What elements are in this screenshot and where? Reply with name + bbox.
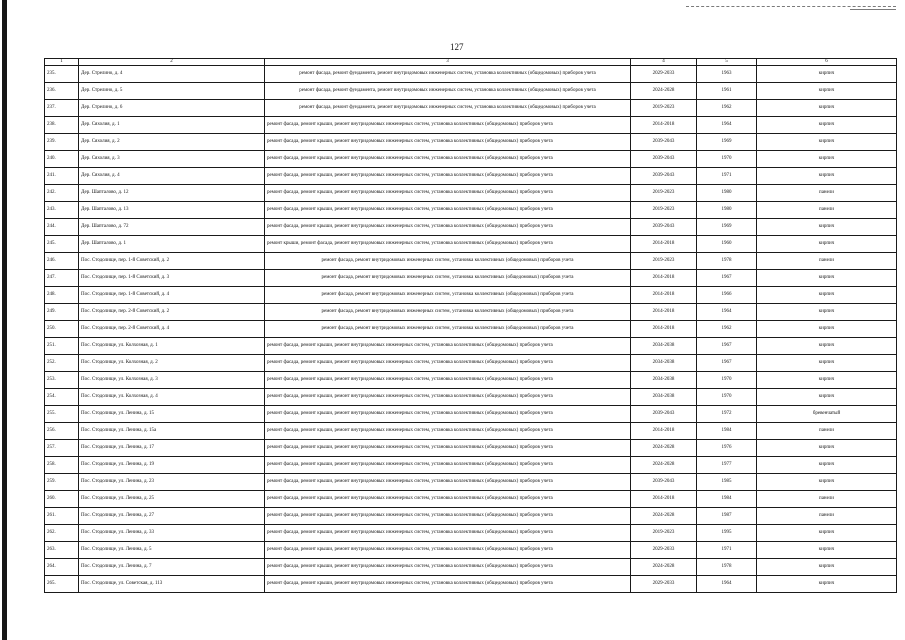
period-cell: 2019-2023 [631,184,697,201]
address-cell: Пос. Стодолище, ул. Колхозная, д. 2 [79,354,265,371]
material-cell: кирпич [757,235,897,252]
year-cell: 1980 [697,184,757,201]
works-cell: ремонт фасада, ремонт крыши, ремонт внутридомовых инженерных систем, установка коллективных (общедомовых) приборов учета [265,201,631,218]
year-cell: 1961 [697,82,757,99]
row-number-cell: 263. [45,541,79,558]
table-row [45,490,897,507]
period-cell: 2034-2038 [631,388,697,405]
table-row [45,439,897,456]
table-row [45,303,897,320]
material-cell: кирпич [757,371,897,388]
table-row [45,473,897,490]
works-cell: ремонт фасада, ремонт внутридомовых инженерных систем, установка коллективных (общедомовых) приборов учета [265,252,631,269]
table-row [45,184,897,201]
row-number-cell: 249. [45,303,79,320]
row-number-cell: 254. [45,388,79,405]
address-cell: Пос. Стодолище, ул. Ленина, д. 33 [79,524,265,541]
row-number-cell: 255. [45,405,79,422]
address-cell: Дер. Стрелино, д. 4 [79,65,265,82]
period-cell: 2014-2018 [631,269,697,286]
address-cell: Пос. Стодолище, ул. Ленина, д. 25 [79,490,265,507]
address-cell: Пос. Стодолище, ул. Колхозная, д. 3 [79,371,265,388]
period-cell: 2034-2038 [631,371,697,388]
address-cell: Дер. Сяхолия, д. 1 [79,116,265,133]
material-cell: кирпич [757,320,897,337]
works-cell: ремонт фасада, ремонт крыши, ремонт внутридомовых инженерных систем, установка коллективных (общедомовых) приборов учета [265,133,631,150]
address-cell: Пос. Стодолище, пер. 1-й Советский, д. 3 [79,269,265,286]
material-cell: панели [757,252,897,269]
address-cell: Пос. Стодолище, пер. 2-й Советский, д. 2 [79,303,265,320]
table-row [45,286,897,303]
material-cell: кирпич [757,82,897,99]
year-cell: 1980 [697,201,757,218]
row-number-cell: 264. [45,558,79,575]
period-cell: 2034-2038 [631,354,697,371]
works-cell: ремонт фасада, ремонт крыши, ремонт внутридомовых инженерных систем, установка коллективных (общедомовых) приборов учета [265,184,631,201]
material-cell: кирпич [757,65,897,82]
row-number-cell: 257. [45,439,79,456]
page-number: 127 [450,42,464,52]
works-cell: ремонт фасада, ремонт фундамента, ремонт внутридомовых инженерных систем, установка коллективных (общедомовых) приборов учета [265,65,631,82]
period-cell: 2024-2028 [631,439,697,456]
top-rule [686,6,896,7]
year-cell: 1978 [697,252,757,269]
page-edge-bar [2,0,7,640]
works-cell: ремонт фасада, ремонт крыши, ремонт внутридомовых инженерных систем, установка коллективных (общедомовых) приборов учета [265,507,631,524]
material-cell: кирпич [757,473,897,490]
header-cell: 3 [265,59,631,66]
material-cell: бревенчатый [757,405,897,422]
address-cell: Пос. Стодолище, ул. Ленина, д. 27 [79,507,265,524]
material-cell: кирпич [757,558,897,575]
header-cell: 5 [697,59,757,66]
address-cell: Дер. Шапталово, д. 13 [79,201,265,218]
table-row [45,269,897,286]
row-number-cell: 240. [45,150,79,167]
period-cell: 2019-2023 [631,201,697,218]
table-row [45,99,897,116]
row-number-cell: 245. [45,235,79,252]
works-cell: ремонт крыши, ремонт фасада, ремонт внутридомовых инженерных систем, установка коллективных (общедомовых) приборов учета [265,235,631,252]
row-number-cell: 237. [45,99,79,116]
period-cell: 2019-2023 [631,99,697,116]
year-cell: 1963 [697,65,757,82]
row-number-cell: 239. [45,133,79,150]
material-cell: кирпич [757,99,897,116]
works-cell: ремонт фасада, ремонт крыши, ремонт внутридомовых инженерных систем, установка коллективных (общедомовых) приборов учета [265,473,631,490]
material-cell: кирпич [757,303,897,320]
material-cell: кирпич [757,439,897,456]
address-cell: Дер. Сяхолия, д. 4 [79,167,265,184]
works-cell: ремонт фасада, ремонт внутридомовых инженерных систем, установка коллективных (общедомовых) приборов учета [265,269,631,286]
works-cell: ремонт фасада, ремонт крыши, ремонт внутридомовых инженерных систем, установка коллективных (общедомовых) приборов учета [265,337,631,354]
works-cell: ремонт фасада, ремонт крыши, ремонт внутридомовых инженерных систем, установка коллективных (общедомовых) приборов учета [265,558,631,575]
period-cell: 2039-2043 [631,473,697,490]
works-cell: ремонт фасада, ремонт крыши, ремонт внутридомовых инженерных систем, установка коллективных (общедомовых) приборов учета [265,371,631,388]
year-cell: 1976 [697,439,757,456]
address-cell: Пос. Стодолище, ул. Ленина, д. 17 [79,439,265,456]
material-cell: кирпич [757,269,897,286]
period-cell: 2014-2018 [631,116,697,133]
year-cell: 1987 [697,507,757,524]
header-cell: 6 [757,59,897,66]
period-cell: 2019-2023 [631,524,697,541]
works-cell: ремонт фасада, ремонт крыши, ремонт внутридомовых инженерных систем, установка коллективных (общедомовых) приборов учета [265,354,631,371]
row-number-cell: 246. [45,252,79,269]
period-cell: 2024-2028 [631,456,697,473]
address-cell: Пос. Стодолище, ул. Ленина, д. 15 [79,405,265,422]
year-cell: 1967 [697,269,757,286]
header-cell: 4 [631,59,697,66]
works-cell: ремонт фасада, ремонт крыши, ремонт внутридомовых инженерных систем, установка коллективных (общедомовых) приборов учета [265,150,631,167]
table-row [45,541,897,558]
year-cell: 1971 [697,167,757,184]
period-cell: 2039-2043 [631,133,697,150]
table-row [45,133,897,150]
period-cell: 2014-2018 [631,320,697,337]
table-row [45,558,897,575]
period-cell: 2029-2033 [631,541,697,558]
row-number-cell: 247. [45,269,79,286]
works-cell: ремонт фасада, ремонт крыши, ремонт внутридомовых инженерных систем, установка коллективных (общедомовых) приборов учета [265,388,631,405]
year-cell: 1964 [697,303,757,320]
year-cell: 1970 [697,150,757,167]
works-cell: ремонт фасада, ремонт крыши, ремонт внутридомовых инженерных систем, установка коллективных (общедомовых) приборов учета [265,575,631,592]
year-cell: 1964 [697,575,757,592]
period-cell: 2024-2028 [631,558,697,575]
period-cell: 2014-2018 [631,235,697,252]
material-cell: кирпич [757,167,897,184]
material-cell: кирпич [757,575,897,592]
address-cell: Пос. Стодолище, ул. Колхозная, д. 1 [79,337,265,354]
material-cell: кирпич [757,133,897,150]
row-number-cell: 262. [45,524,79,541]
works-cell: ремонт фасада, ремонт крыши, ремонт внутридомовых инженерных систем, установка коллективных (общедомовых) приборов учета [265,167,631,184]
material-cell: кирпич [757,524,897,541]
row-number-cell: 256. [45,422,79,439]
table-row [45,82,897,99]
works-cell: ремонт фасада, ремонт внутридомовых инженерных систем, установка коллективных (общедомовых) приборов учета [265,303,631,320]
table-row [45,116,897,133]
year-cell: 1978 [697,558,757,575]
works-cell: ремонт фасада, ремонт крыши, ремонт внутридомовых инженерных систем, установка коллективных (общедомовых) приборов учета [265,439,631,456]
table-row [45,201,897,218]
address-cell: Пос. Стодолище, ул. Ленина, д. 15а [79,422,265,439]
year-cell: 1967 [697,337,757,354]
works-cell: ремонт фасада, ремонт крыши, ремонт внутридомовых инженерных систем, установка коллективных (общедомовых) приборов учета [265,541,631,558]
period-cell: 2029-2033 [631,575,697,592]
table-row [45,167,897,184]
material-cell: панели [757,507,897,524]
year-cell: 1984 [697,490,757,507]
year-cell: 1985 [697,473,757,490]
period-cell: 2024-2028 [631,507,697,524]
material-cell: панели [757,201,897,218]
period-cell: 2019-2023 [631,252,697,269]
year-cell: 1962 [697,99,757,116]
year-cell: 1995 [697,524,757,541]
material-cell: панели [757,490,897,507]
address-cell: Дер. Стрелино, д. 5 [79,82,265,99]
row-number-cell: 242. [45,184,79,201]
address-cell: Пос. Стодолище, пер. 2-й Советский, д. 4 [79,320,265,337]
period-cell: 2014-2018 [631,490,697,507]
period-cell: 2039-2043 [631,167,697,184]
address-cell: Пос. Стодолище, ул. Ленина, д. 19 [79,456,265,473]
row-number-cell: 252. [45,354,79,371]
material-cell: кирпич [757,150,897,167]
address-cell: Пос. Стодолище, ул. Ленина, д. 7 [79,558,265,575]
works-cell: ремонт фасада, ремонт крыши, ремонт внутридомовых инженерных систем, установка коллективных (общедомовых) приборов учета [265,218,631,235]
table-row [45,65,897,82]
year-cell: 1969 [697,133,757,150]
period-cell: 2014-2018 [631,286,697,303]
table-row [45,218,897,235]
row-number-cell: 251. [45,337,79,354]
address-cell: Пос. Стодолище, ул. Советская, д. 113 [79,575,265,592]
period-cell: 2039-2043 [631,405,697,422]
row-number-cell: 259. [45,473,79,490]
table-row [45,320,897,337]
table-row [45,388,897,405]
row-number-cell: 260. [45,490,79,507]
row-number-cell: 265. [45,575,79,592]
material-cell: кирпич [757,218,897,235]
row-number-cell: 236. [45,82,79,99]
works-cell: ремонт фасада, ремонт крыши, ремонт внутридомовых инженерных систем, установка коллективных (общедомовых) приборов учета [265,490,631,507]
works-cell: ремонт фасада, ремонт фундамента, ремонт внутридомовых инженерных систем, установка коллективных (общедомовых) приборов учета [265,82,631,99]
year-cell: 1964 [697,116,757,133]
address-cell: Пос. Стодолище, пер. 1-й Советский, д. 2 [79,252,265,269]
material-cell: кирпич [757,354,897,371]
material-cell: кирпич [757,337,897,354]
table-row [45,150,897,167]
row-number-cell: 238. [45,116,79,133]
header-cell: 1 [45,59,79,66]
table-row [45,371,897,388]
row-number-cell: 258. [45,456,79,473]
material-cell: панели [757,422,897,439]
row-number-cell: 261. [45,507,79,524]
works-cell: ремонт фасада, ремонт внутридомовых инженерных систем, установка коллективных (общедомовых) приборов учета [265,320,631,337]
row-number-cell: 250. [45,320,79,337]
table-body [45,65,897,592]
material-cell: кирпич [757,456,897,473]
works-cell: ремонт фасада, ремонт крыши, ремонт внутридомовых инженерных систем, установка коллективных (общедомовых) приборов учета [265,405,631,422]
table-row [45,524,897,541]
row-number-cell: 243. [45,201,79,218]
row-number-cell: 244. [45,218,79,235]
year-cell: 1972 [697,405,757,422]
year-cell: 1970 [697,388,757,405]
year-cell: 1967 [697,354,757,371]
material-cell: кирпич [757,388,897,405]
address-cell: Дер. Сяхолия, д. 3 [79,150,265,167]
repair-schedule-table [44,58,897,593]
address-cell: Пос. Стодолище, ул. Ленина, д. 5 [79,541,265,558]
year-cell: 1977 [697,456,757,473]
works-cell: ремонт фасада, ремонт крыши, ремонт внутридомовых инженерных систем, установка коллективных (общедомовых) приборов учета [265,116,631,133]
row-number-cell: 241. [45,167,79,184]
year-cell: 1960 [697,235,757,252]
table-row [45,235,897,252]
year-cell: 1969 [697,218,757,235]
works-cell: ремонт фасада, ремонт внутридомовых инженерных систем, установка коллективных (общедомовых) приборов учета [265,286,631,303]
works-cell: ремонт фасада, ремонт крыши, ремонт внутридомовых инженерных систем, установка коллективных (общедомовых) приборов учета [265,524,631,541]
works-cell: ремонт фасада, ремонт фундамента, ремонт внутридомовых инженерных систем, установка коллективных (общедомовых) приборов учета [265,99,631,116]
table-row [45,507,897,524]
period-cell: 2039-2043 [631,218,697,235]
address-cell: Дер. Шапталово, д. 72 [79,218,265,235]
period-cell: 2039-2043 [631,150,697,167]
table-row [45,405,897,422]
period-cell: 2014-2018 [631,422,697,439]
table-row [45,354,897,371]
material-cell: кирпич [757,286,897,303]
table-row [45,575,897,592]
table-row [45,337,897,354]
row-number-cell: 253. [45,371,79,388]
year-cell: 1966 [697,286,757,303]
works-cell: ремонт фасада, ремонт крыши, ремонт внутридомовых инженерных систем, установка коллективных (общедомовых) приборов учета [265,456,631,473]
top-rule-short [850,9,896,10]
year-cell: 1962 [697,320,757,337]
table-row [45,456,897,473]
period-cell: 2034-2038 [631,337,697,354]
row-number-cell: 235. [45,65,79,82]
period-cell: 2029-2033 [631,65,697,82]
year-cell: 1971 [697,541,757,558]
address-cell: Пос. Стодолище, пер. 1-й Советский, д. 4 [79,286,265,303]
year-cell: 1984 [697,422,757,439]
address-cell: Дер. Шапталово, д. 12 [79,184,265,201]
address-cell: Пос. Стодолище, ул. Колхозная, д. 4 [79,388,265,405]
material-cell: панели [757,184,897,201]
works-cell: ремонт фасада, ремонт крыши, ремонт внутридомовых инженерных систем, установка коллективных (общедомовых) приборов учета [265,422,631,439]
address-cell: Дер. Шапталово, д. 1 [79,235,265,252]
address-cell: Пос. Стодолище, ул. Ленина, д. 23 [79,473,265,490]
header-cell: 2 [79,59,265,66]
row-number-cell: 248. [45,286,79,303]
period-cell: 2024-2028 [631,82,697,99]
address-cell: Дер. Сяхолия, д. 2 [79,133,265,150]
year-cell: 1970 [697,371,757,388]
material-cell: кирпич [757,116,897,133]
address-cell: Дер. Стрелино, д. 6 [79,99,265,116]
table-row [45,252,897,269]
table-row [45,422,897,439]
material-cell: кирпич [757,541,897,558]
period-cell: 2014-2018 [631,303,697,320]
